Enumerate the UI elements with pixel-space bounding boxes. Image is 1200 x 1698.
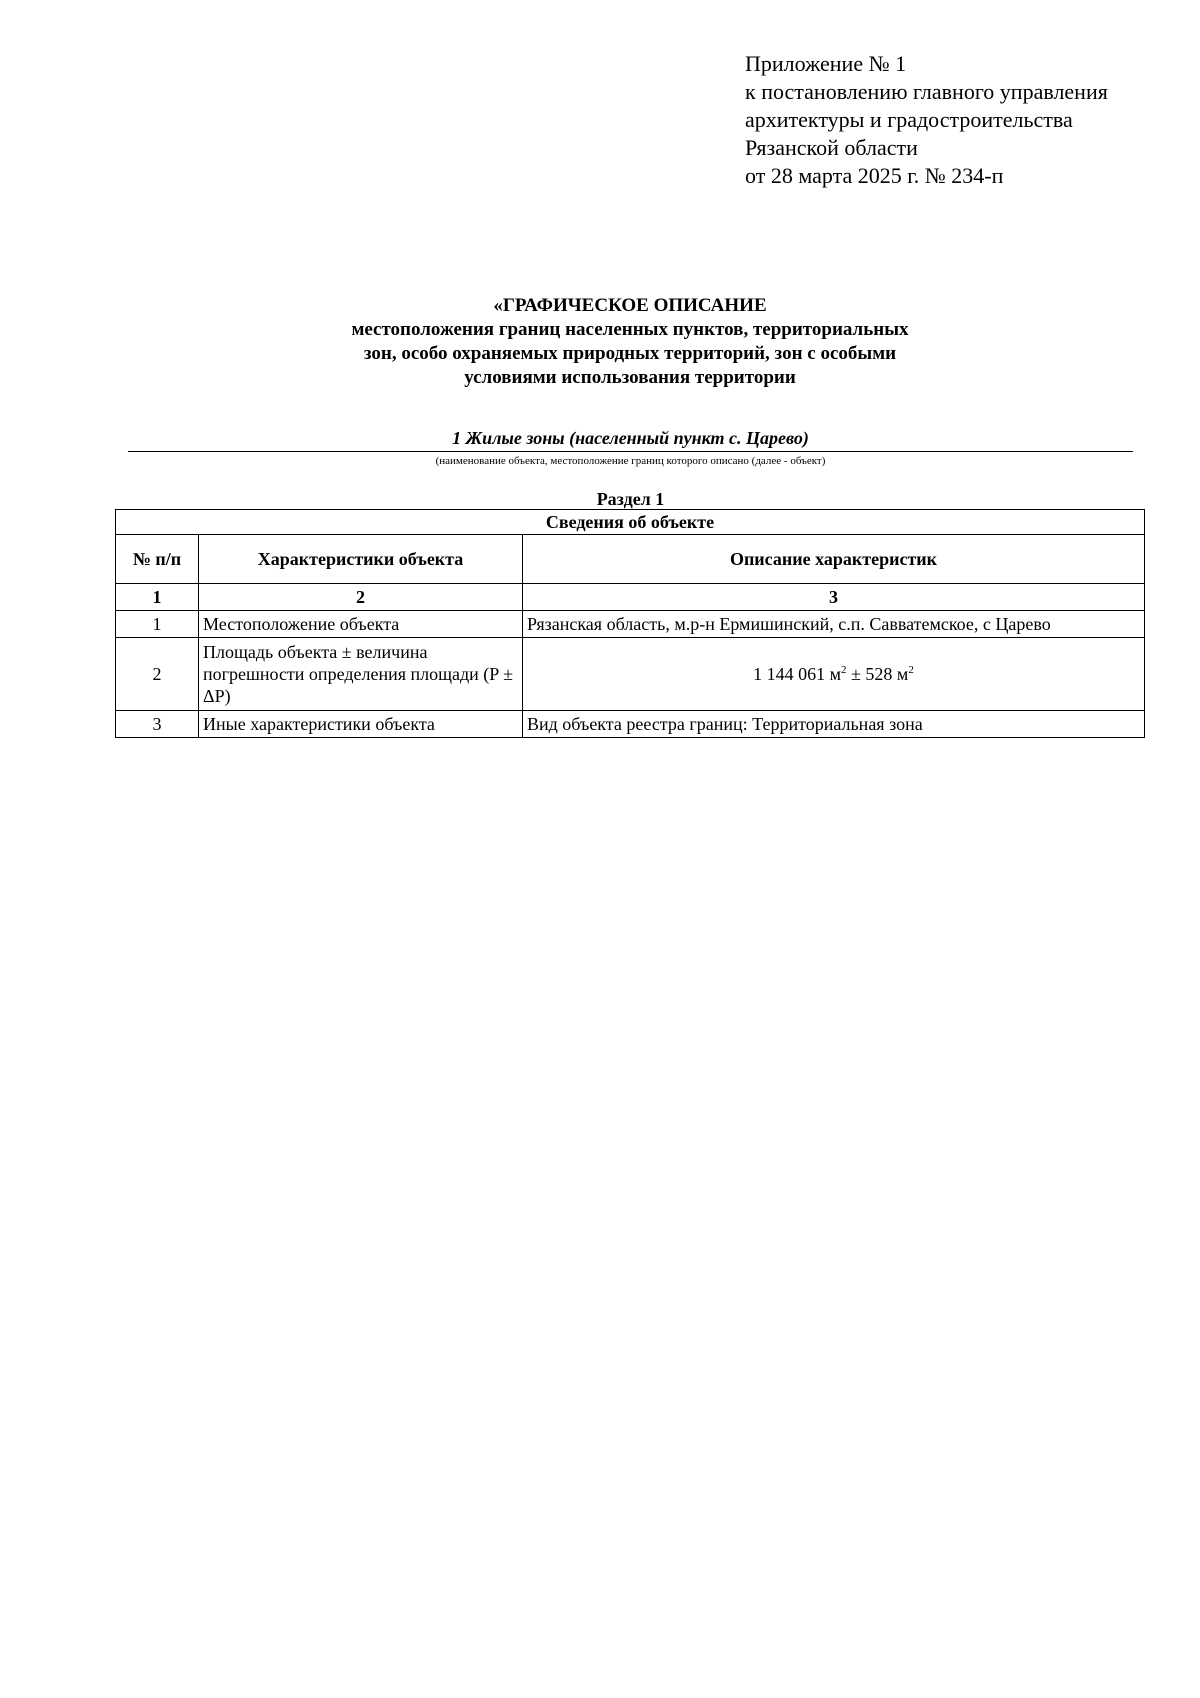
table-title-row xyxy=(116,510,1145,535)
index-cell: 2 xyxy=(199,584,523,611)
row-description: Рязанская область, м.р-н Ермишинский, с.п. Савватемское, с Царево xyxy=(523,611,1145,638)
table-header-row xyxy=(116,535,1145,584)
row-characteristic: Местоположение объекта xyxy=(199,611,523,638)
row-num: 3 xyxy=(116,711,199,738)
appendix-line: Рязанской области xyxy=(745,135,918,160)
title-line: условиями использования территории xyxy=(464,367,796,388)
index-cell: 3 xyxy=(523,584,1145,611)
tolerance-unit-power: 2 xyxy=(908,664,914,676)
appendix-block xyxy=(745,50,1165,190)
document-title xyxy=(200,294,1060,390)
appendix-line: от 28 марта 2025 г. № 234-п xyxy=(745,163,1004,188)
index-cell: 1 xyxy=(116,584,199,611)
appendix-line: архитектуры и градостроительства xyxy=(745,107,1073,132)
area-tolerance: ± 528 м xyxy=(846,664,909,684)
area-unit-power: 2 xyxy=(841,664,847,676)
object-info-table xyxy=(115,509,1145,738)
object-caption: (наименование объекта, местоположение границ которого описано (далее - объект) xyxy=(435,455,826,467)
row-description: Вид объекта реестра границ: Территориальная зона xyxy=(523,711,1145,738)
section-title: Раздел 1 xyxy=(596,489,665,509)
appendix-line: к постановлению главного управления xyxy=(745,79,1108,104)
table-title: Сведения об объекте xyxy=(116,510,1145,535)
title-line: местоположения границ населенных пунктов, территориальных xyxy=(351,319,909,340)
table-row xyxy=(116,711,1145,738)
table-row xyxy=(116,638,1145,711)
title-line: «ГРАФИЧЕСКОЕ ОПИСАНИЕ xyxy=(493,295,767,316)
row-characteristic: Площадь объекта ± величина погрешности определения площади (P ± ΔP) xyxy=(199,638,523,711)
row-num: 1 xyxy=(116,611,199,638)
header-description: Описание характеристик xyxy=(523,535,1145,584)
header-characteristics: Характеристики объекта xyxy=(199,535,523,584)
row-num: 2 xyxy=(116,638,199,711)
header-num: № п/п xyxy=(116,535,199,584)
row-description xyxy=(523,638,1145,711)
area-value: 1 144 061 м xyxy=(753,664,842,684)
table-row xyxy=(116,611,1145,638)
title-line: зон, особо охраняемых природных территорий, зон с особыми xyxy=(363,343,897,364)
row-characteristic: Иные характеристики объекта xyxy=(199,711,523,738)
table-index-row xyxy=(116,584,1145,611)
object-name: 1 Жилые зоны (населенный пункт с. Царево) xyxy=(128,427,1133,452)
appendix-line: Приложение № 1 xyxy=(745,51,907,76)
